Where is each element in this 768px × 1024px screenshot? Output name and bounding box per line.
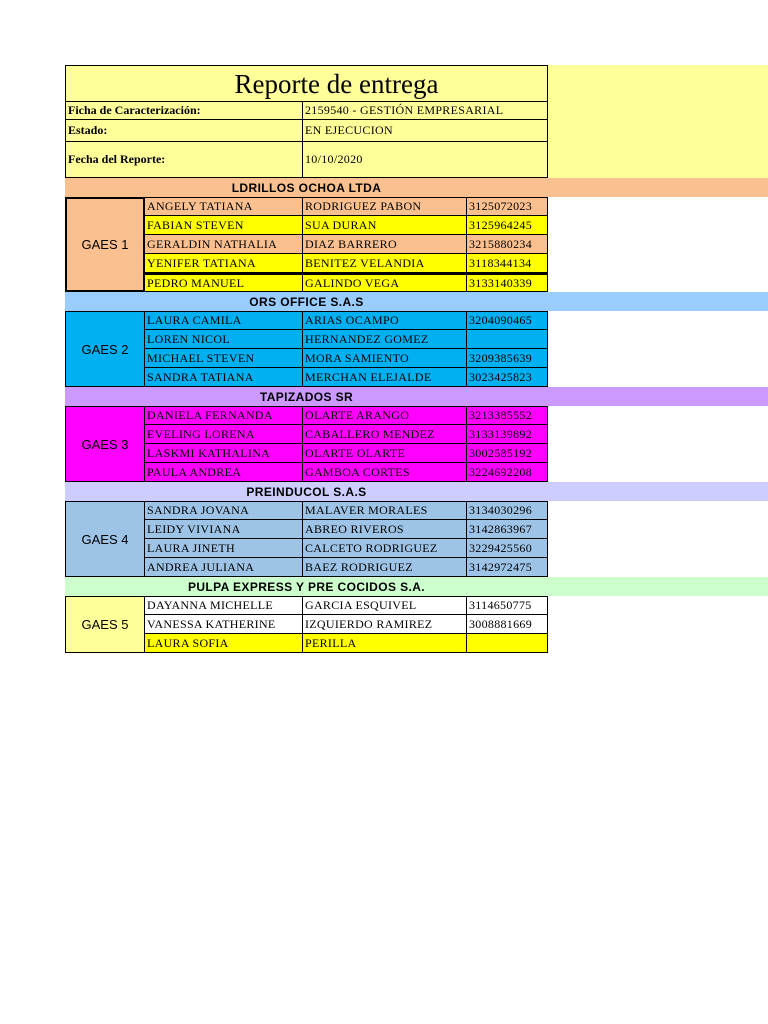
member-row: [65, 330, 768, 349]
member-phone: 3209385639: [467, 349, 548, 368]
member-last-name: MALAVER MORALES: [303, 501, 467, 520]
title-band: [548, 65, 768, 101]
info-row-fecha: [65, 142, 768, 178]
member-row: [65, 273, 768, 292]
company-row: [65, 387, 768, 406]
member-row: [65, 197, 768, 216]
member-last-name: GARCIA ESQUIVEL: [303, 596, 467, 615]
company-name: ORS OFFICE S.A.S: [249, 294, 364, 309]
member-first-name: MICHAEL STEVEN: [145, 349, 303, 368]
member-last-name: MERCHAN ELEJALDE: [303, 368, 467, 387]
company-name: TAPIZADOS SR: [259, 389, 354, 404]
member-phone: 3114650775: [467, 596, 548, 615]
member-row: [65, 311, 768, 330]
member-first-name: YENIFER TATIANA: [145, 254, 303, 273]
member-first-name: DAYANNA MICHELLE: [145, 596, 303, 615]
member-last-name: HERNANDEZ GOMEZ: [303, 330, 467, 349]
member-phone: [467, 330, 548, 349]
ficha-label: Ficha de Caracterización:: [65, 101, 303, 120]
info-band: [548, 120, 768, 142]
company-name: PREINDUCOL S.A.S: [246, 484, 367, 499]
member-last-name: OLARTE ARANGO: [303, 406, 467, 425]
member-last-name: GAMBOA CORTES: [303, 463, 467, 482]
member-last-name: BENITEZ VELANDIA: [303, 254, 467, 273]
member-last-name: GALINDO VEGA: [303, 273, 467, 292]
member-first-name: VANESSA KATHERINE: [145, 615, 303, 634]
member-first-name: GERALDIN NATHALIA: [145, 235, 303, 254]
member-last-name: BAEZ RODRIGUEZ: [303, 558, 467, 577]
member-first-name: LAURA SOFIA: [145, 634, 303, 653]
member-phone: 3002585192: [467, 444, 548, 463]
member-phone: 3118344134: [467, 254, 548, 273]
member-row: [65, 254, 768, 273]
member-phone: 3008881669: [467, 615, 548, 634]
member-phone: 3142863967: [467, 520, 548, 539]
info-band: [548, 101, 768, 120]
member-phone: 3134030296: [467, 501, 548, 520]
estado-value: EN EJECUCION: [303, 120, 548, 142]
member-phone: 3125072023: [467, 197, 548, 216]
member-first-name: LEIDY VIVIANA: [145, 520, 303, 539]
member-row: [65, 406, 768, 425]
ficha-value: 2159540 - GESTIÓN EMPRESARIAL: [303, 101, 548, 120]
member-row: [65, 558, 768, 577]
member-row: [65, 444, 768, 463]
member-phone: 3204090465: [467, 311, 548, 330]
member-first-name: SANDRA JOVANA: [145, 501, 303, 520]
estado-label: Estado:: [65, 120, 303, 142]
member-first-name: ANGELY TATIANA: [145, 197, 303, 216]
company-row: [65, 482, 768, 501]
member-row: [65, 425, 768, 444]
company-row: [65, 178, 768, 197]
member-first-name: PAULA ANDREA: [145, 463, 303, 482]
company-name: LDRILLOS OCHOA LTDA: [231, 180, 382, 195]
member-last-name: ARIAS OCAMPO: [303, 311, 467, 330]
member-last-name: RODRIGUEZ PABON: [303, 197, 467, 216]
company-name: PULPA EXPRESS Y PRE COCIDOS S.A.: [187, 579, 426, 594]
member-first-name: EVELING LORENA: [145, 425, 303, 444]
member-first-name: LASKMI KATHALINA: [145, 444, 303, 463]
info-row-estado: [65, 120, 768, 142]
member-last-name: IZQUIERDO RAMIREZ: [303, 615, 467, 634]
member-phone: 3125964245: [467, 216, 548, 235]
member-last-name: DIAZ BARRERO: [303, 235, 467, 254]
fecha-value: 10/10/2020: [303, 142, 548, 178]
gaes-label: GAES 3: [65, 406, 145, 482]
member-row: [65, 520, 768, 539]
member-last-name: PERILLA: [303, 634, 467, 653]
info-row-ficha: [65, 101, 768, 120]
member-first-name: PEDRO MANUEL: [145, 273, 303, 292]
member-last-name: MORA SAMIENTO: [303, 349, 467, 368]
member-row: [65, 349, 768, 368]
member-row: [65, 596, 768, 615]
company-row: [65, 292, 768, 311]
member-phone: 3133140339: [467, 273, 548, 292]
member-first-name: LOREN NICOL: [145, 330, 303, 349]
member-last-name: SUA DURAN: [303, 216, 467, 235]
gaes-label: GAES 2: [65, 311, 145, 387]
member-last-name: ABREO RIVEROS: [303, 520, 467, 539]
member-row: [65, 634, 768, 653]
info-band: [548, 142, 768, 178]
gaes-label: GAES 4: [65, 501, 145, 577]
member-phone: 3142972475: [467, 558, 548, 577]
member-row: [65, 235, 768, 254]
member-phone: 3229425560: [467, 539, 548, 558]
member-row: [65, 615, 768, 634]
member-phone: 3213385552: [467, 406, 548, 425]
member-first-name: LAURA CAMILA: [145, 311, 303, 330]
member-last-name: OLARTE OLARTE: [303, 444, 467, 463]
company-row: [65, 577, 768, 596]
fecha-label: Fecha del Reporte:: [65, 142, 303, 178]
member-first-name: LAURA JINETH: [145, 539, 303, 558]
member-row: [65, 368, 768, 387]
gaes-label: GAES 5: [65, 596, 145, 653]
member-last-name: CABALLERO MENDEZ: [303, 425, 467, 444]
member-row: [65, 501, 768, 520]
gaes-label: GAES 1: [65, 197, 145, 292]
title-row: [65, 65, 768, 101]
member-row: [65, 463, 768, 482]
member-phone: 3224692208: [467, 463, 548, 482]
member-first-name: SANDRA TATIANA: [145, 368, 303, 387]
member-phone: [467, 634, 548, 653]
member-phone: 3215880234: [467, 235, 548, 254]
member-last-name: CALCETO RODRIGUEZ: [303, 539, 467, 558]
report-title: Reporte de entrega: [65, 65, 548, 101]
member-row: [65, 216, 768, 235]
member-first-name: FABIAN STEVEN: [145, 216, 303, 235]
member-phone: 3133139892: [467, 425, 548, 444]
member-row: [65, 539, 768, 558]
member-first-name: DANIELA FERNANDA: [145, 406, 303, 425]
member-first-name: ANDREA JULIANA: [145, 558, 303, 577]
member-phone: 3023425823: [467, 368, 548, 387]
